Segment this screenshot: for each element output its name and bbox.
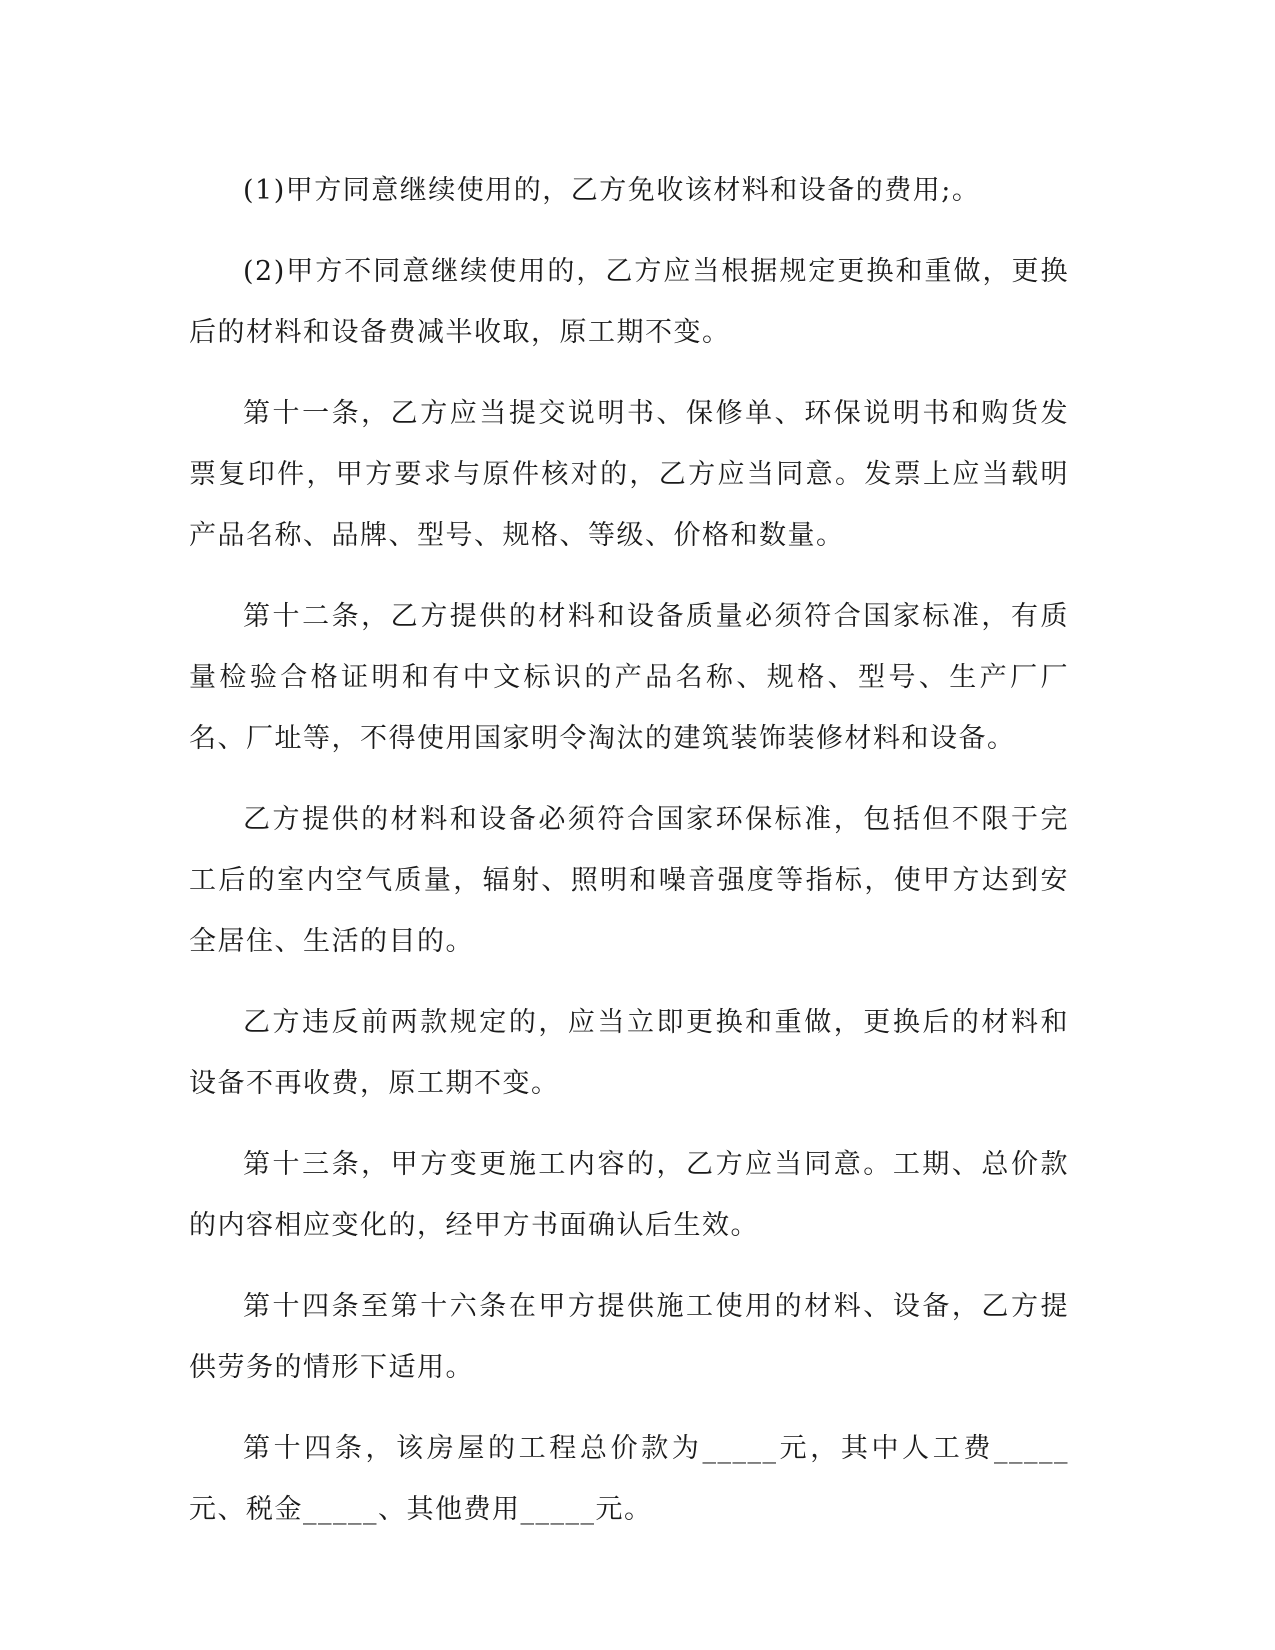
paragraph-item-1: (1)甲方同意继续使用的，乙方免收该材料和设备的费用;。 [243, 175, 981, 206]
paragraph-item-2: (2)甲方不同意继续使用的，乙方应当根据规定更换和重做，更换后的材料和设备费减半收取，原工期不变。 [189, 256, 1069, 348]
paragraph-article-12: 第十二条，乙方提供的材料和设备质量必须符合国家标准，有质量检验合格证明和有中文标识的产品名称、规格、型号、生产厂厂名、厂址等，不得使用国家明令淘汰的建筑装饰装修材料和设备。 [189, 601, 1069, 754]
paragraph-violation: 乙方违反前两款规定的，应当立即更换和重做，更换后的材料和设备不再收费，原工期不变。 [189, 1007, 1069, 1099]
paragraph-article-13: 第十三条，甲方变更施工内容的，乙方应当同意。工期、总价款的内容相应变化的，经甲方书面确认后生效。 [189, 1149, 1069, 1241]
paragraph-environmental-standard: 乙方提供的材料和设备必须符合国家环保标准，包括但不限于完工后的室内空气质量，辐射、照明和噪音强度等指标，使甲方达到安全居住、生活的目的。 [189, 804, 1069, 957]
paragraph-article-14: 第十四条，该房屋的工程总价款为_____元，其中人工费_____元、税金_____、其他费用_____元。 [189, 1433, 1069, 1525]
paragraph-articles-14-16-scope: 第十四条至第十六条在甲方提供施工使用的材料、设备，乙方提供劳务的情形下适用。 [189, 1291, 1069, 1383]
paragraph-article-11: 第十一条，乙方应当提交说明书、保修单、环保说明书和购货发票复印件，甲方要求与原件核对的，乙方应当同意。发票上应当载明产品名称、品牌、型号、规格、等级、价格和数量。 [189, 398, 1069, 551]
document-body [189, 160, 1069, 1560]
